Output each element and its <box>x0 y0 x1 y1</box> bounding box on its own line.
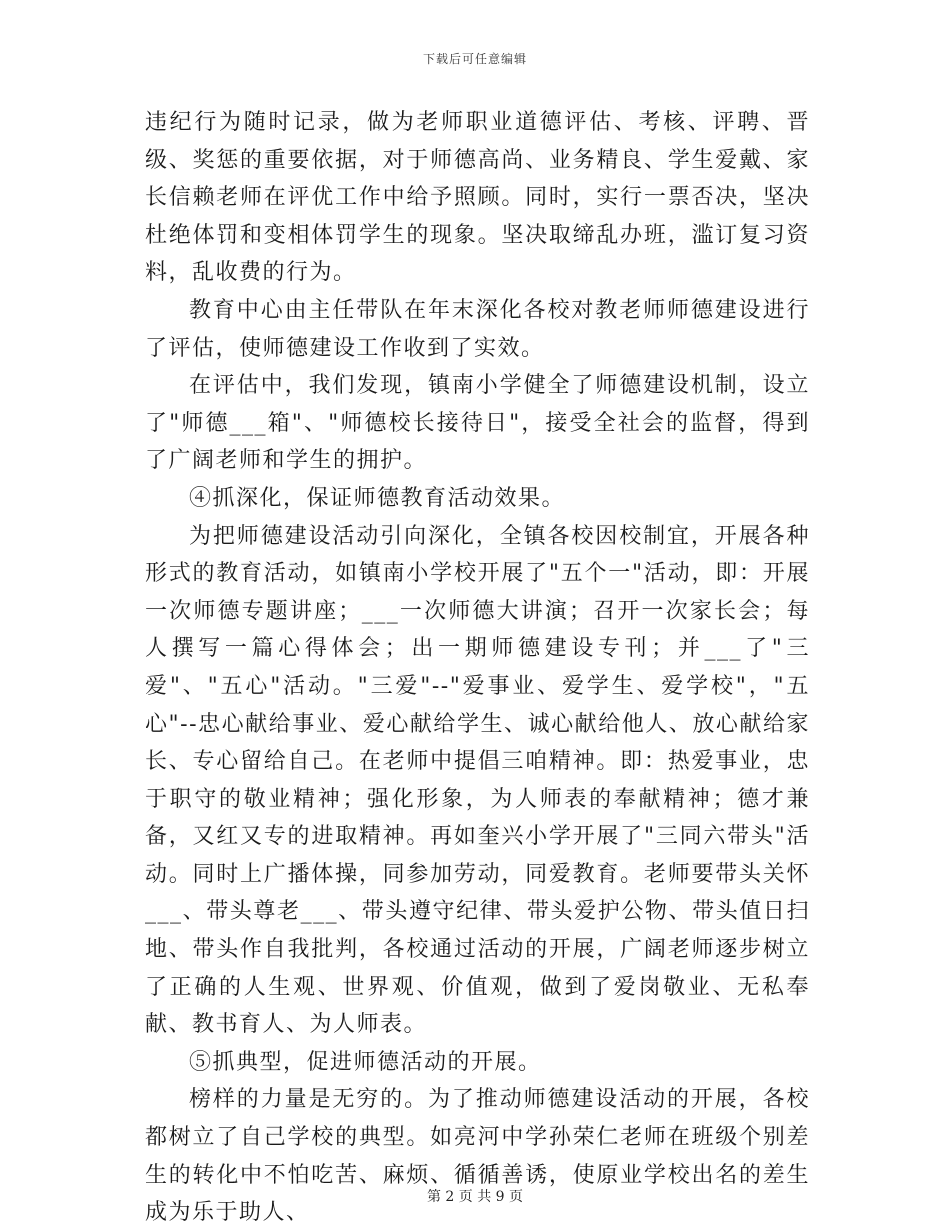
paragraph-5: 榜样的力量是无穷的。为了推动师德建设活动的开展，各校都树立了自己学校的典型。如亮河中学孙荣仁老师在班级个别差生的转化中不怕吃苦、麻烦、循循善诱，使原业学校出名的差生成为乐于助人、 <box>145 1087 810 1226</box>
section-heading-5: ⑤抓典型，促进师德活动的开展。 <box>189 1049 542 1075</box>
paragraph-1: 违纪行为随时记录，做为老师职业道德评估、考核、评聘、晋级、奖惩的重要依据，对于师德高尚、业务精良、学生爱戴、家长信赖老师在评优工作中给予照顾。同时，实行一票否决，坚决杜绝体罚和变相体罚学生的现象。坚决取缔乱办班，滥订复习资料，乱收费的行为。 <box>145 110 810 286</box>
paragraph-4: 为把师德建设活动引向深化，全镇各校因校制宜，开展各种形式的教育活动，如镇南小学校开展了"五个一"活动，即：开展一次师德专题讲座；___一次师德大讲演；召开一次家长会；每人撰写一篇心得体会；出一期师德建设专刊；并___了"三爱"、"五心"活动。"三爱"--"爱事业、爱学生、爱学校"，"五心"--忠心献给事业、爱心献给学生、诚心献给他人、放心献给家长、专心留给自己。在老师中提倡三咱精神。即：热爱事业，忠于职守的敬业精神；强化形象，为人师表的奉献精神；德才兼备，又红又专的进取精神。再如奎兴小学开展了"三同六带头"活动。同时上广播体操，同参加劳动，同爱教育。老师要带头关怀___、带头尊老___、带头遵守纪律、带头爱护公物、带头值日扫地、带头作自我批判，各校通过活动的开展，广阔老师逐步树立了正确的人生观、世界观、价值观，做到了爱岗敬业、无私奉献、教书育人、为人师表。 <box>145 523 810 1038</box>
paragraph-3: 在评估中，我们发现，镇南小学健全了师德建设机制，设立了"师德___箱"、"师德校长接待日"，接受全社会的监督，得到了广阔老师和学生的拥护。 <box>145 373 810 474</box>
page-footer: 第 2 页 共 9 页 <box>426 1189 524 1205</box>
section-heading-4: ④抓深化，保证师德教育活动效果。 <box>189 485 566 511</box>
page-header: 下载后可任意编辑 <box>422 52 527 66</box>
document-body <box>145 104 810 1232</box>
paragraph-2: 教育中心由主任带队在年末深化各校对教老师师德建设进行了评估，使师德建设工作收到了实效。 <box>145 297 810 361</box>
